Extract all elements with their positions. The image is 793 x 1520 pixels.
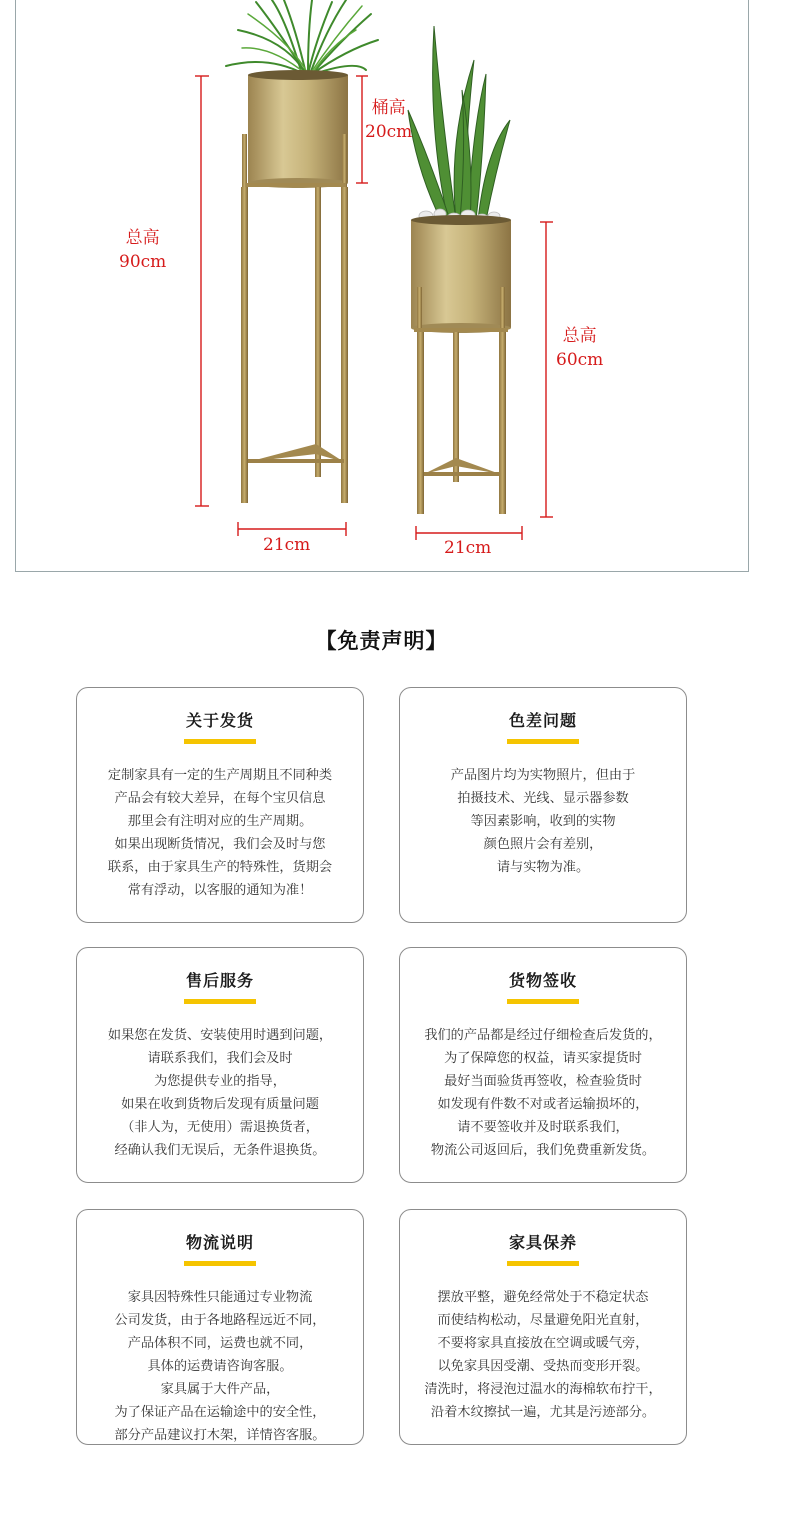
card-title: 物流说明: [185, 1233, 254, 1252]
disclaimer-title: 【免责声明】: [315, 629, 448, 653]
short-total-height-text: 总高 60cm: [556, 326, 604, 370]
tall-total-height-text: 总高 90cm: [119, 228, 167, 272]
card-color-difference: [399, 687, 687, 923]
card-body-line: 请与实物为准。: [496, 860, 590, 875]
card-body-line: 为了保证产品在运输途中的安全性，: [114, 1405, 326, 1420]
tall-width-label: 21cm: [263, 535, 311, 555]
card-body-line: 而使结构松动，尽量避免阳光直射，: [437, 1313, 649, 1328]
tall-total-height-label: [119, 226, 166, 274]
card-body-line: 定制家具有一定的生产周期且不同种类: [107, 768, 333, 783]
card-title: 售后服务: [185, 971, 254, 990]
tall-plant-stand: [226, 0, 378, 503]
card-body-line: 为您提供专业的指导，: [154, 1074, 286, 1089]
card-shipping: [76, 687, 364, 923]
card-body-line: 联系，由于家具生产的特殊性，货期会: [107, 860, 333, 875]
card-body-line: 颜色照片会有差别，: [483, 837, 603, 852]
card-title: 色差问题: [508, 711, 577, 730]
card-body-line: 产品会有较大差异，在每个宝贝信息: [114, 791, 326, 806]
card-body-line: 如发现有件数不对或者运输损坏的，: [437, 1097, 649, 1112]
card-body: [408, 1286, 678, 1424]
card-body-line: 经确认我们无误后，无条件退换货。: [114, 1143, 326, 1158]
short-width-label: 21cm: [444, 538, 492, 558]
card-body-line: （非人为，无使用）需退换货者，: [121, 1120, 319, 1135]
card-maintenance: [399, 1209, 687, 1445]
card-accent-bar: [184, 739, 256, 744]
card-accent-bar: [507, 999, 579, 1004]
card-body-line: 那里会有注明对应的生产周期。: [127, 814, 313, 829]
card-body-line: 我们的产品都是经过仔细检查后发货的，: [424, 1028, 662, 1043]
short-total-height-label: [556, 324, 603, 372]
card-body-line: 为了保障您的权益，请买家提货时: [444, 1051, 642, 1066]
card-body-line: 具体的运费请咨询客服。: [147, 1359, 293, 1374]
card-body-line: 公司发货，由于各地路程远近不同，: [114, 1313, 326, 1328]
product-dimension-figure: [15, 0, 749, 572]
card-body: [85, 1024, 355, 1162]
card-accent-bar: [507, 739, 579, 744]
card-body-line: 不要将家具直接放在空调或暖气旁，: [437, 1336, 649, 1351]
plant-stand-illustration: [16, 0, 750, 572]
card-body-line: 沿着木纹擦拭一遍，尤其是污迹部分。: [430, 1405, 656, 1420]
card-body-line: 产品体积不同，运费也就不同，: [127, 1336, 313, 1351]
card-body-line: 拍摄技术、光线、显示器参数: [457, 791, 629, 806]
card-body-line: 最好当面验货再签收，检查验货时: [444, 1074, 642, 1089]
card-body-line: 如果在收到货物后发现有质量问题: [121, 1097, 319, 1112]
card-title: 关于发货: [185, 711, 254, 730]
card-title: 家具保养: [508, 1233, 577, 1252]
card-body-line: 请不要签收并及时联系我们，: [457, 1120, 629, 1135]
card-accent-bar: [507, 1261, 579, 1266]
card-body-line: 物流公司返回后，我们免费重新发货。: [430, 1143, 656, 1158]
card-body: [408, 764, 678, 879]
card-body-line: 摆放平整，避免经常处于不稳定状态: [437, 1290, 649, 1305]
card-body-line: 产品图片均为实物照片，但由于: [450, 768, 636, 783]
card-body: [85, 764, 355, 902]
tall-pot-height-label: [365, 96, 412, 144]
card-body-line: 如果出现断货情况，我们会及时与您: [114, 837, 326, 852]
card-accent-bar: [184, 999, 256, 1004]
card-body-line: 等因素影响，收到的实物: [470, 814, 616, 829]
card-body: [85, 1286, 355, 1447]
tall-pot-height-text: 桶高 20cm: [365, 98, 413, 142]
card-body-line: 家具属于大件产品，: [160, 1382, 280, 1397]
card-body: [408, 1024, 678, 1162]
card-body-line: 以免家具因受潮、受热而变形开裂。: [437, 1359, 649, 1374]
card-logistics: [76, 1209, 364, 1445]
card-body-line: 家具因特殊性只能通过专业物流: [127, 1290, 313, 1305]
card-body-line: 部分产品建议打木架，详情咨客服。: [114, 1428, 326, 1443]
card-body-line: 如果您在发货、安装使用时遇到问题，: [107, 1028, 333, 1043]
snake-plant-icon: [408, 26, 510, 220]
card-title: 货物签收: [508, 971, 577, 990]
card-body-line: 常有浮动，以客服的通知为准！: [127, 883, 313, 898]
card-body-line: 清洗时，将浸泡过温水的海棉软布拧干，: [424, 1382, 662, 1397]
card-body-line: 请联系我们，我们会及时: [147, 1051, 293, 1066]
short-plant-stand: [408, 26, 511, 514]
card-accent-bar: [184, 1261, 256, 1266]
card-receipt: [399, 947, 687, 1183]
card-after-sales: [76, 947, 364, 1183]
